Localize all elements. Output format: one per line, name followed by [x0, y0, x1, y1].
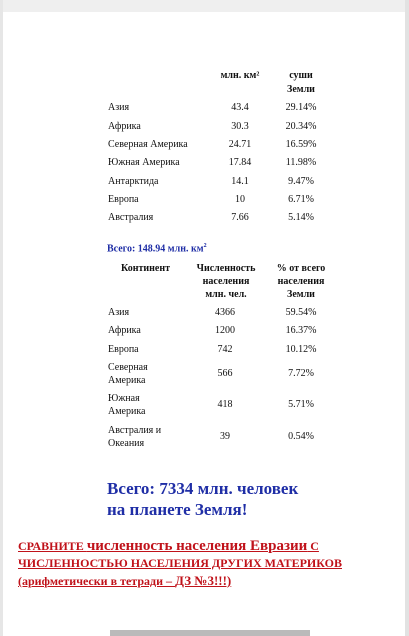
table2-row-pct: 59.54%	[285, 307, 317, 318]
table1-header-area: млн. км²	[220, 70, 260, 81]
table2-row-pop: 742	[217, 344, 233, 355]
left-border	[0, 0, 3, 636]
table2-row-name-2: Америка	[108, 375, 146, 386]
table1-total	[107, 243, 207, 254]
population-total-line1: Всего: 7334 млн. человек	[107, 479, 299, 498]
table2-row-name: Африка	[108, 325, 141, 336]
table2-header-population-l1: Численность	[196, 263, 256, 274]
table2-row-pct: 7.72%	[288, 368, 314, 379]
table2-row-pop: 4366	[215, 307, 235, 318]
table2-header-continent: Континент	[120, 263, 171, 274]
population-total-line2: на планете Земля!	[107, 500, 248, 519]
table2-row-pop: 418	[217, 399, 233, 410]
table1-row-area: 17.84	[228, 157, 252, 168]
table1-total-sup: 2	[203, 243, 207, 249]
table2-row-name-2: Америка	[108, 406, 146, 417]
right-border	[405, 0, 409, 636]
table1-row-area: 30.3	[231, 121, 249, 132]
table1-row-area: 43.4	[231, 102, 249, 113]
table2-row-pop: 566	[217, 368, 233, 379]
table1-row-area: 7.66	[231, 212, 249, 223]
table2-row-name: Северная	[108, 362, 148, 373]
table2-header-share-l3: Земли	[287, 289, 315, 300]
table1-row-pct: 11.98%	[285, 157, 317, 168]
table2-row-name-2: Океания	[108, 438, 145, 449]
cutoff-text-line	[110, 630, 310, 636]
table1-row-pct: 5.14%	[288, 212, 314, 223]
task-part1: СРАВНИТЕ	[18, 539, 87, 553]
table2-row-pct: 16.37%	[285, 325, 317, 336]
table2-header-population-l3: млн. чел.	[205, 289, 247, 300]
table1-row-name: Антарктида	[108, 176, 159, 187]
table1-row-name: Азия	[108, 102, 130, 113]
table2-header-population-l2: населения	[202, 276, 250, 287]
table1-row-area: 14.1	[231, 176, 249, 187]
table2-row-name: Европа	[108, 344, 139, 355]
task-part4: (арифметически в тетради –	[18, 574, 175, 588]
table1-header-land-line1: суши	[289, 70, 313, 81]
table1-row-pct: 9.47%	[288, 176, 314, 187]
table1-row-pct: 20.34%	[285, 121, 317, 132]
top-bar	[0, 0, 409, 12]
table1-row-area: 10	[235, 194, 245, 205]
table2-header-share-l2: населения	[277, 276, 325, 287]
table2-row-pop: 39	[220, 431, 230, 442]
table1-row-name: Австралия	[108, 212, 154, 223]
table2-row-name: Южная	[108, 393, 140, 404]
homework-task	[18, 538, 398, 590]
table2-row-pct: 0.54%	[288, 431, 314, 442]
task-part5: ДЗ №3!!!)	[175, 573, 232, 588]
table2-row-name: Азия	[108, 307, 130, 318]
table2-row-name: Австралия и	[108, 425, 162, 436]
table1-row-name: Южная Америка	[108, 157, 180, 168]
table1-row-pct: 16.59%	[285, 139, 317, 150]
population-total	[107, 478, 347, 520]
table1-row-pct: 29.14%	[285, 102, 317, 113]
table2-header-share-l1: % от всего	[276, 263, 326, 274]
table2-row-pct: 5.71%	[288, 399, 314, 410]
table1-header-land-line2: Земли	[287, 84, 315, 95]
table1-total-text: Всего: 148.94 млн. км	[107, 243, 204, 255]
table2-row-pop: 1200	[215, 325, 235, 336]
task-part2: численность населения Евразии	[86, 538, 308, 554]
table2-row-pct: 10.12%	[285, 344, 317, 355]
task-part3: С ЧИСЛЕННОСТЬЮ НАСЕЛЕНИЯ ДРУГИХ МАТЕРИКОВ	[18, 539, 342, 570]
table1-row-pct: 6.71%	[288, 194, 314, 205]
table1-row-name: Северная Америка	[108, 139, 188, 150]
table1-row-area: 24.71	[228, 139, 252, 150]
table1-row-name: Африка	[108, 121, 141, 132]
table1-row-name: Европа	[108, 194, 139, 205]
